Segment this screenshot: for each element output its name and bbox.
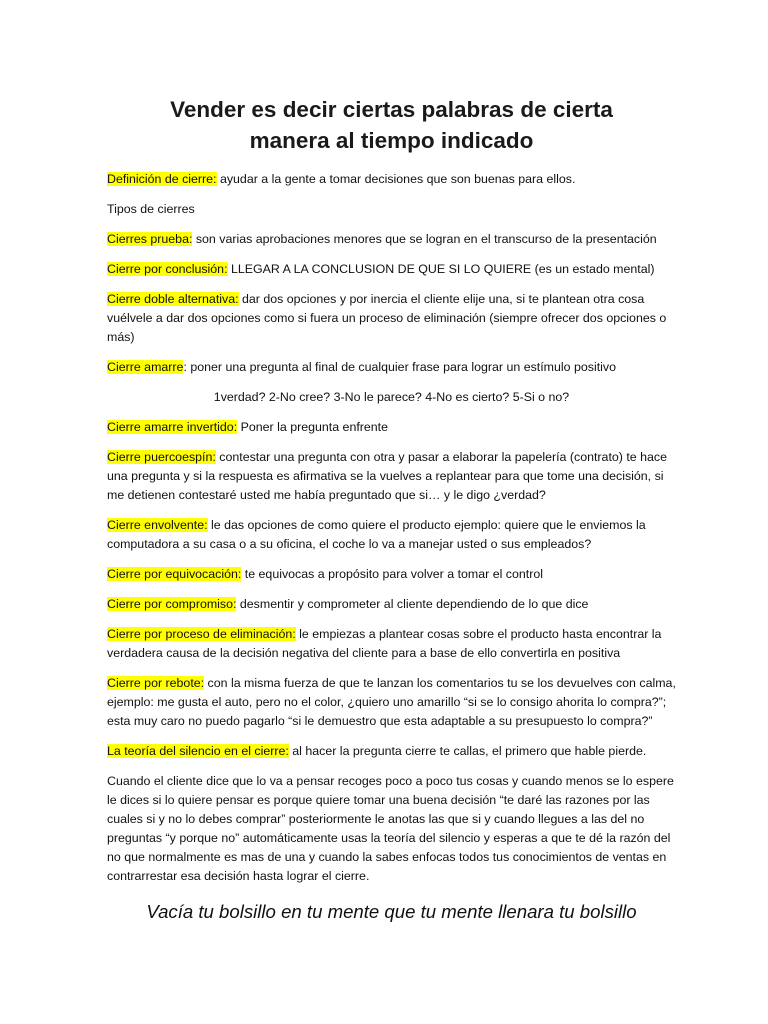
close-description: son varias aprobaciones menores que se logran en el transcurso de la presentación	[192, 232, 657, 246]
close-description: dar dos opciones y por inercia el cliente elije una, si te plantean otra cosa vuélvele a dar dos opciones como si fuera un proceso de eliminación (siempre ofrecer dos opciones o más)	[107, 292, 667, 344]
close-item	[107, 595, 676, 614]
types-heading: Tipos de cierres	[107, 202, 195, 216]
close-term: La teoría del silencio en el cierre:	[107, 744, 289, 758]
close-term: Cierre por compromiso:	[107, 597, 237, 611]
close-description: desmentir y comprometer al cliente dependiendo de lo que dice	[236, 597, 589, 611]
closing-paragraph: Cuando el cliente dice que lo va a pensar recoges poco a poco tus cosas y cuando menos se lo espere le dices si lo quiere pensar es porque quiere tomar una buena decisión “te daré las razones por las cuales si y no lo debes comprar” posteriormente le anotas las que si y cuando llegues a las del no preguntas “y porque no” automáticamente usas la teoría del silencio y esperas a que te dé la razón del no que normalmente es mas de una y cuando la sabes enfocas todos tus conocimientos de ventas en contrarrestar esa decisión hasta lograr el cierre.	[107, 774, 674, 883]
close-item	[107, 516, 676, 554]
close-item	[107, 358, 676, 377]
close-item	[107, 742, 676, 761]
close-description: te equivocas a propósito para volver a tomar el control	[241, 567, 543, 581]
definition-text: ayudar a la gente a tomar decisiones que son buenas para ellos.	[216, 172, 576, 186]
close-term: Cierre amarre invertido:	[107, 420, 238, 434]
close-item	[107, 674, 676, 731]
close-item	[107, 418, 676, 437]
close-description: : poner una pregunta al final de cualquier frase para lograr un estímulo positivo	[183, 360, 616, 374]
tag-questions-line: 1verdad? 2-No cree? 3-No le parece? 4-No es cierto? 5-Si o no?	[213, 390, 570, 404]
close-term: Cierre por proceso de eliminación:	[107, 627, 296, 641]
close-item	[107, 260, 676, 279]
close-description: contestar una pregunta con otra y pasar a elaborar la papelería (contrato) te hace una pregunta y si la respuesta es afirmativa se la vuelves a replantear para que tome una decisión, si me detienen contestaré usted me había preguntado que si… y le digo ¿verdad?	[107, 450, 667, 502]
close-term: Cierre por conclusión:	[107, 262, 228, 276]
close-description: le empiezas a plantear cosas sobre el producto hasta encontrar la verdadera causa de la decisión negativa del cliente para a base de ello convertirla en positiva	[107, 627, 662, 660]
close-term: Cierre por equivocación:	[107, 567, 242, 581]
close-term: Cierre doble alternativa:	[107, 292, 239, 306]
close-description: al hacer la pregunta cierre te callas, el primero que hable pierde.	[288, 744, 647, 758]
close-term: Cierre envolvente:	[107, 518, 208, 532]
close-item	[107, 230, 676, 249]
definition-term: Definición de cierre:	[107, 172, 217, 186]
closing-quote: Vacía tu bolsillo en tu mente que tu mente llenara tu bolsillo	[146, 901, 637, 922]
close-description: con la misma fuerza de que te lanzan los comentarios tu se los devuelves con calma, ejemplo: me gusta el auto, pero no el color, ¿quiero uno amarillo “si se lo consigo ahorita lo compra?”; esta muy caro no puedo pagarlo “si le demuestro que esta adaptable a su presupuesto lo compra?”	[107, 676, 676, 728]
close-item	[107, 565, 676, 584]
close-description: Poner la pregunta enfrente	[237, 420, 389, 434]
close-term: Cierre por rebote:	[107, 676, 205, 690]
close-item	[107, 448, 676, 505]
close-item	[107, 290, 676, 347]
close-term: Cierre puercoespín:	[107, 450, 216, 464]
close-description: le das opciones de como quiere el producto ejemplo: quiere que le enviemos la computadora a su casa o a su oficina, el coche lo va a manejar usted o sus empleados?	[107, 518, 646, 551]
close-description: LLEGAR A LA CONCLUSION DE QUE SI LO QUIERE (es un estado mental)	[227, 262, 655, 276]
close-term: Cierres prueba:	[107, 232, 193, 246]
document-title: Vender es decir ciertas palabras de cierta manera al tiempo indicado	[170, 97, 613, 153]
close-item	[107, 625, 676, 663]
close-term: Cierre amarre	[107, 360, 184, 374]
definition-paragraph	[107, 170, 676, 189]
